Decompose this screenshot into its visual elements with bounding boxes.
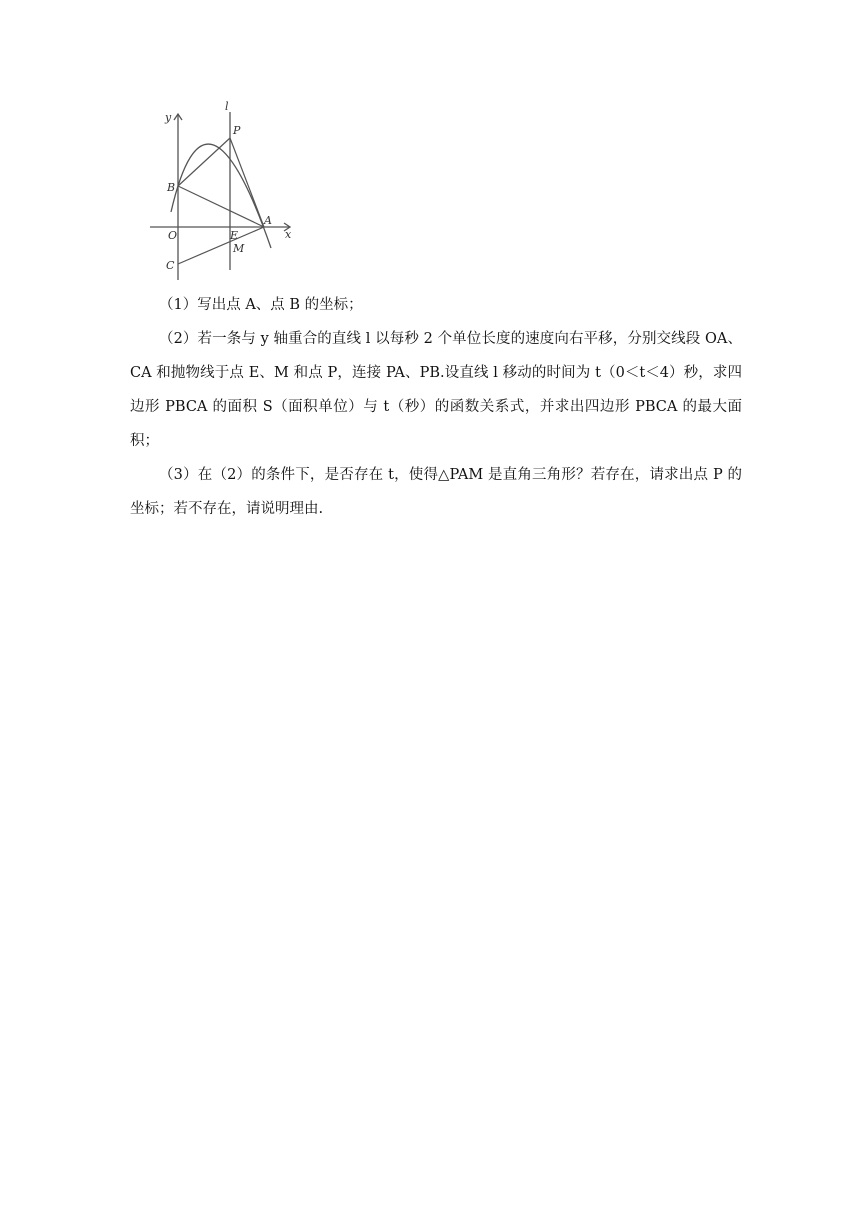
segment-ca bbox=[178, 227, 264, 264]
label-o: O bbox=[168, 229, 178, 242]
label-y: y bbox=[165, 111, 172, 124]
label-e: E bbox=[230, 229, 239, 242]
parabola bbox=[171, 144, 271, 248]
label-a: A bbox=[264, 214, 272, 227]
geometry-figure bbox=[146, 100, 296, 282]
label-c: C bbox=[166, 259, 175, 272]
question-text bbox=[130, 288, 742, 526]
label-p: P bbox=[233, 124, 241, 137]
label-l: l bbox=[225, 100, 229, 113]
label-x: x bbox=[285, 228, 292, 241]
question-2: （2）若一条与 y 轴重合的直线 l 以每秒 2 个单位长度的速度向右平移，分别交线段 OA、CA 和抛物线于点 E、M 和点 P，连接 PA、PB.设直线 l 移动的时间为 t（0＜t＜4）秒，求四边形 PBCA 的面积 S（面积单位）与 t（秒）的函数关系式，并求出四边形 PBCA 的最大面积； bbox=[130, 331, 742, 449]
label-m: M bbox=[233, 242, 245, 255]
question-1: （1）写出点 A、点 B 的坐标； bbox=[159, 297, 363, 313]
label-b: B bbox=[167, 181, 176, 194]
question-3: （3）在（2）的条件下，是否存在 t，使得△PAM 是直角三角形？若存在，请求出点 P 的坐标；若不存在，请说明理由. bbox=[130, 467, 742, 517]
coordinate-diagram bbox=[146, 100, 296, 282]
